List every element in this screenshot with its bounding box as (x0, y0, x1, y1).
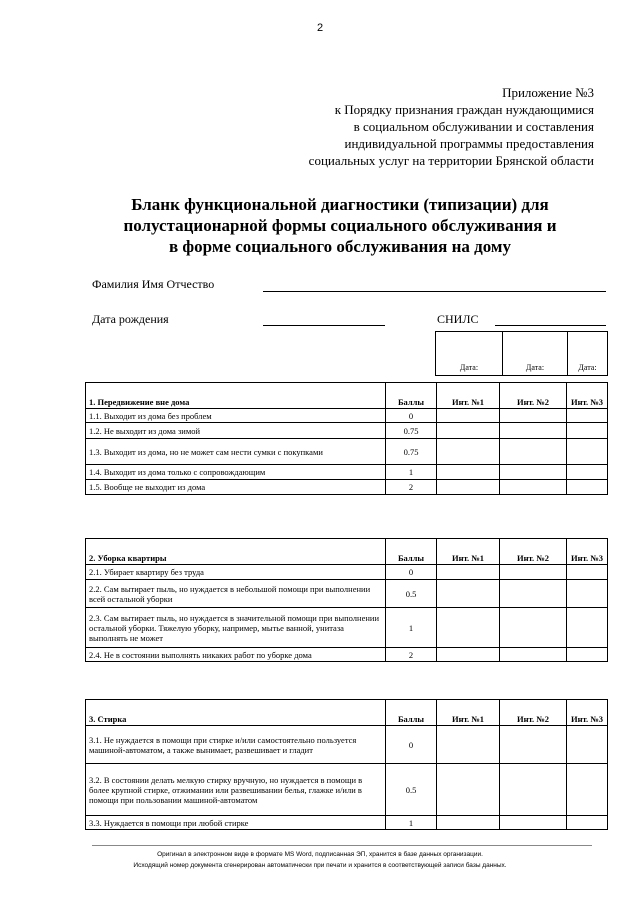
int1-cell[interactable] (437, 480, 500, 495)
int3-cell[interactable] (567, 816, 608, 830)
table-row (86, 439, 608, 465)
int3-cell[interactable] (567, 726, 608, 764)
row-score: 1 (386, 816, 437, 830)
table-row (86, 726, 608, 764)
col-score: Баллы (386, 700, 437, 726)
fio-field[interactable] (263, 291, 606, 292)
int3-cell[interactable] (567, 439, 608, 465)
footer-note: Исходящий номер документа сгенерирован автоматически при печати и хранится в соответствующей записи базы данных. (133, 862, 507, 869)
row-score: 0 (386, 726, 437, 764)
row-score: 2 (386, 480, 437, 495)
col-int2: Инт. №2 (500, 539, 567, 565)
title-line: в форме социального обслуживания на дому (168, 237, 512, 256)
int3-cell[interactable] (567, 648, 608, 662)
int1-cell[interactable] (437, 816, 500, 830)
int2-cell[interactable] (500, 580, 567, 608)
row-text: 3.1. Не нуждается в помощи при стирке и/или самостоятельно пользуется машиной-автоматом, а также вынимает, развешивает и гладит (86, 726, 386, 764)
int2-cell[interactable] (500, 480, 567, 495)
date-label: Дата: (578, 363, 597, 372)
int2-cell[interactable] (500, 465, 567, 480)
int3-cell[interactable] (567, 409, 608, 423)
table-row (86, 764, 608, 816)
section-3-table (85, 699, 608, 830)
col-int1: Инт. №1 (437, 700, 500, 726)
footer-divider (92, 845, 592, 846)
appendix-line: в социальном обслуживании и составления (353, 119, 594, 134)
col-int2: Инт. №2 (500, 700, 567, 726)
appendix-line: Приложение №3 (502, 85, 594, 100)
int1-cell[interactable] (437, 465, 500, 480)
table-row (86, 648, 608, 662)
int2-cell[interactable] (500, 726, 567, 764)
table-row (86, 608, 608, 648)
int1-cell[interactable] (437, 726, 500, 764)
row-score: 0.5 (386, 580, 437, 608)
row-text: 1.5. Вообще не выходит из дома (86, 480, 386, 495)
row-text: 1.1. Выходит из дома без проблем (86, 409, 386, 423)
int1-cell[interactable] (437, 580, 500, 608)
row-score: 2 (386, 648, 437, 662)
int1-cell[interactable] (437, 423, 500, 439)
section-title: 2. Уборка квартиры (86, 539, 386, 565)
int3-cell[interactable] (567, 465, 608, 480)
int2-cell[interactable] (500, 608, 567, 648)
int3-cell[interactable] (567, 580, 608, 608)
date-cell-3[interactable] (568, 332, 608, 376)
row-text: 2.1. Убирает квартиру без труда (86, 565, 386, 580)
int1-cell[interactable] (437, 409, 500, 423)
section-1-table (85, 382, 608, 495)
int1-cell[interactable] (437, 439, 500, 465)
int3-cell[interactable] (567, 480, 608, 495)
date-cell-2[interactable] (503, 332, 568, 376)
row-text: 2.3. Сам вытирает пыль, но нуждается в значительной помощи при выполнении остальной уборки. Тяжелую уборку, например, мытье ванной, унитаза выполнять не может (86, 608, 386, 648)
int1-cell[interactable] (437, 764, 500, 816)
snils-field[interactable] (495, 325, 606, 326)
col-score: Баллы (386, 539, 437, 565)
col-int3: Инт. №3 (567, 539, 608, 565)
int1-cell[interactable] (437, 648, 500, 662)
appendix-line: индивидуальной программы предоставления (344, 136, 594, 151)
row-score: 0.75 (386, 439, 437, 465)
int3-cell[interactable] (567, 608, 608, 648)
footer-note: Оригинал в электронном виде в формате MS Word, подписанная ЭП, хранится в базе данных организации. (157, 851, 483, 858)
row-text: 2.4. Не в состоянии выполнять никаких работ по уборке дома (86, 648, 386, 662)
page-number: 2 (316, 22, 324, 34)
int1-cell[interactable] (437, 565, 500, 580)
col-int3: Инт. №3 (567, 383, 608, 409)
int2-cell[interactable] (500, 648, 567, 662)
table-row (86, 465, 608, 480)
row-score: 1 (386, 608, 437, 648)
int3-cell[interactable] (567, 423, 608, 439)
date-label: Дата: (459, 363, 479, 372)
col-score: Баллы (386, 383, 437, 409)
document-title (70, 194, 610, 257)
row-score: 0 (386, 409, 437, 423)
section-title: 1. Передвижение вне дома (86, 383, 386, 409)
row-score: 1 (386, 465, 437, 480)
table-row (86, 565, 608, 580)
birth-date-field[interactable] (263, 325, 385, 326)
row-text: 3.2. В состоянии делать мелкую стирку вручную, но нуждается в помощи в более крупной стирке, отжимании или развешивании белья, глажке и/или в помощи при пользовании машиной-автоматом (86, 764, 386, 816)
row-text: 3.3. Нуждается в помощи при любой стирке (86, 816, 386, 830)
table-row (86, 580, 608, 608)
row-text: 1.3. Выходит из дома, но не может сам нести сумки с покупками (86, 439, 386, 465)
col-int1: Инт. №1 (437, 539, 500, 565)
int2-cell[interactable] (500, 439, 567, 465)
table-row (86, 816, 608, 830)
table-row (86, 409, 608, 423)
dates-table (435, 331, 608, 376)
int1-cell[interactable] (437, 608, 500, 648)
col-int1: Инт. №1 (437, 383, 500, 409)
row-text: 2.2. Сам вытирает пыль, но нуждается в небольшой помощи при выполнении всей остальной уборки (86, 580, 386, 608)
row-text: 1.4. Выходит из дома только с сопровождающим (86, 465, 386, 480)
table-row (86, 480, 608, 495)
row-score: 0 (386, 565, 437, 580)
row-score: 0.5 (386, 764, 437, 816)
row-score: 0.75 (386, 423, 437, 439)
title-line: полустационарной формы социального обслуживания и (123, 216, 557, 235)
appendix-line: к Порядку признания граждан нуждающимися (334, 102, 594, 117)
section-title: 3. Стирка (86, 700, 386, 726)
snils-label: СНИЛС (437, 312, 479, 326)
col-int3: Инт. №3 (567, 700, 608, 726)
col-int2: Инт. №2 (500, 383, 567, 409)
int3-cell[interactable] (567, 764, 608, 816)
date-label: Дата: (525, 363, 545, 372)
date-cell-1[interactable] (436, 332, 503, 376)
appendix-header (214, 84, 594, 169)
appendix-line: социальных услуг на территории Брянской области (308, 153, 594, 168)
birth-date-label: Дата рождения (92, 312, 169, 326)
int2-cell[interactable] (500, 816, 567, 830)
table-row (86, 423, 608, 439)
section-2-table (85, 538, 608, 662)
row-text: 1.2. Не выходит из дома зимой (86, 423, 386, 439)
fio-label: Фамилия Имя Отчество (92, 277, 215, 291)
int2-cell[interactable] (500, 565, 567, 580)
int2-cell[interactable] (500, 409, 567, 423)
int2-cell[interactable] (500, 764, 567, 816)
title-line: Бланк функциональной диагностики (типизации) для (131, 195, 549, 214)
int2-cell[interactable] (500, 423, 567, 439)
int3-cell[interactable] (567, 565, 608, 580)
